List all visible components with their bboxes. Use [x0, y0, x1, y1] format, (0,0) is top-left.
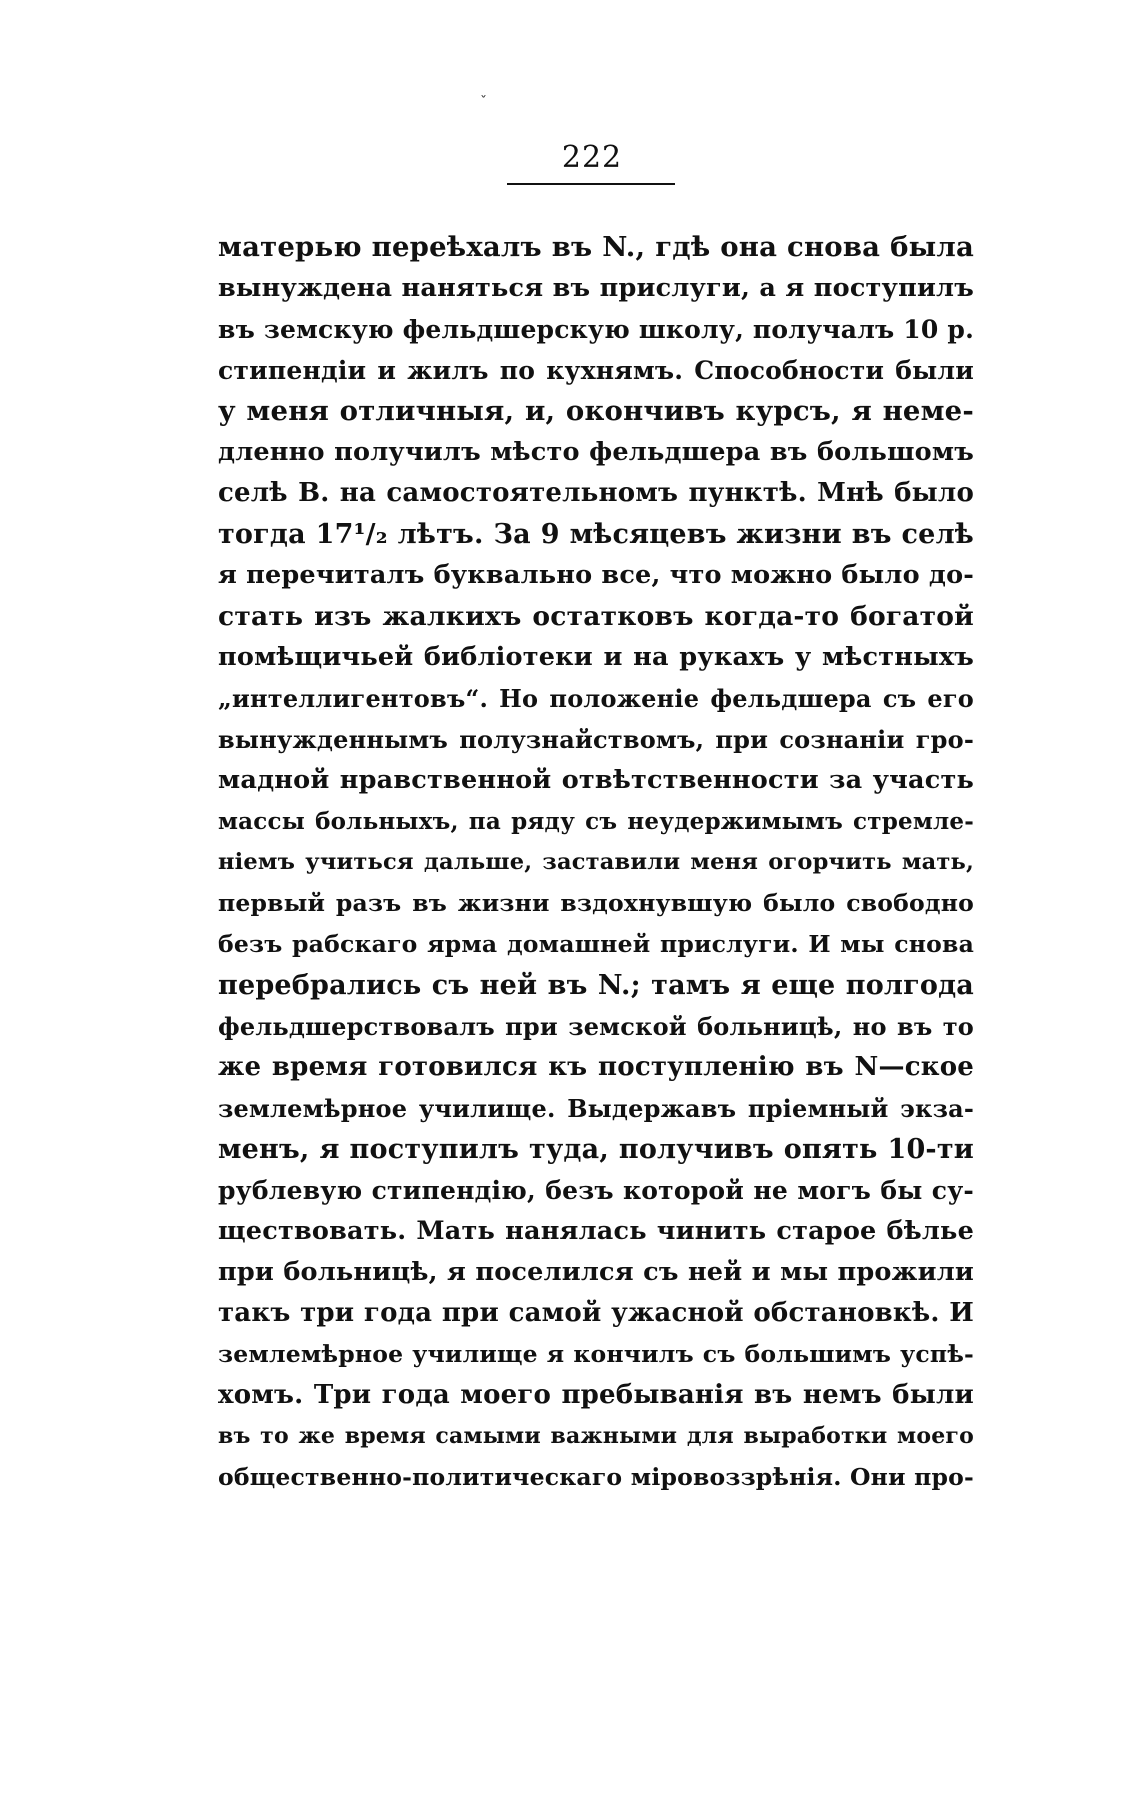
text-line: фельдшерствовалъ при земской больницѣ, но въ то	[218, 1012, 974, 1041]
text-line: перебрались съ ней въ N.; тамъ я еще полгода	[218, 970, 974, 1001]
text-line: безъ рабскаго ярма домашней прислуги. И мы снова	[218, 930, 974, 958]
text-line: въ земскую фельдшерскую школу, получалъ 10 р.	[218, 315, 974, 344]
text-line: тогда 17¹/₂ лѣтъ. За 9 мѣсяцевъ жизни въ селѣ	[218, 519, 974, 550]
text-line: массы больныхъ, па ряду съ неудержимымъ стремле-	[218, 808, 974, 835]
text-line: землемѣрное училище я кончилъ съ большимъ успѣ-	[218, 1340, 974, 1368]
text-line: стипендіи и жилъ по кухнямъ. Способности были	[218, 356, 974, 385]
text-line: мадной нравственной отвѣтственности за участь	[218, 765, 974, 795]
text-line: „интеллигентовъ“. Но положеніе фельдшера съ его	[218, 684, 974, 713]
text-line: дленно получилъ мѣсто фельдшера въ большомъ	[218, 437, 974, 467]
print-speck: ˇ	[480, 94, 487, 110]
text-line: я перечиталъ буквально все, что можно было до-	[218, 560, 975, 590]
text-line: хомъ. Три года моего пребыванія въ немъ были	[218, 1380, 974, 1410]
text-line: такъ три года при самой ужасной обстановкѣ. И	[218, 1298, 974, 1328]
text-line: общественно-политическаго міровоззрѣнія. Они про-	[218, 1463, 974, 1491]
text-line: помѣщичьей библіотеки и на рукахъ у мѣстныхъ	[218, 642, 974, 672]
text-line: менъ, я поступилъ туда, получивъ опять 10-ти	[218, 1134, 974, 1165]
text-line: стать изъ жалкихъ остатковъ когда-то богатой	[218, 601, 974, 632]
header-rule	[507, 183, 675, 185]
text-line: вынуждена наняться въ прислуги, а я поступилъ	[218, 273, 974, 303]
text-line: у меня отличныя, и, окончивъ курсъ, я неме-	[218, 395, 974, 427]
text-line: рублевую стипендію, безъ которой не могъ бы су-	[218, 1176, 974, 1205]
text-line: первый разъ въ жизни вздохнувшую было свободно	[218, 889, 974, 917]
text-line: вынужденнымъ полузнайствомъ, при сознаніи гро-	[218, 725, 974, 754]
text-line: ществовать. Мать нанялась чинить старое бѣлье	[218, 1216, 974, 1246]
text-line: селѣ В. на самостоятельномъ пунктѣ. Мнѣ было	[218, 478, 974, 508]
text-line: же время готовился къ поступленію въ N—ское	[218, 1052, 974, 1082]
text-line: въ то же время самыми важными для выработки моего	[218, 1423, 974, 1449]
body-text	[218, 227, 974, 1498]
text-line: при больницѣ, я поселился съ ней и мы прожили	[218, 1257, 974, 1287]
page-number: 222	[561, 140, 623, 175]
text-line: матерью переѣхалъ въ N., гдѣ она снова была	[218, 231, 974, 263]
text-line: землемѣрное училище. Выдержавъ пріемный экза-	[218, 1094, 974, 1123]
text-line: ніемъ учиться дальше, заставили меня огорчить мать,	[218, 849, 974, 875]
